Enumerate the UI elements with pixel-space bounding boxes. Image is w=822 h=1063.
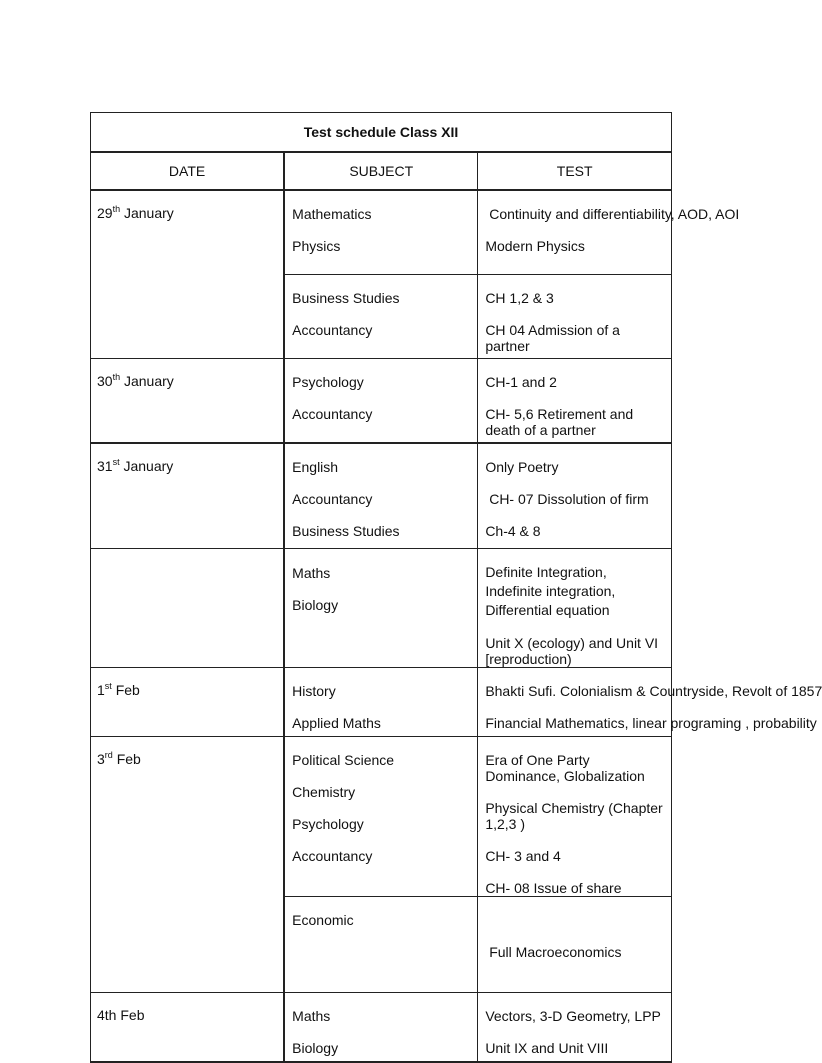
subject-cell <box>284 275 478 359</box>
test-item: Physical Chemistry (Chapter 1,2,3 ) <box>485 800 663 832</box>
test-item: CH- 08 Issue of share <box>485 880 622 896</box>
test-cell <box>478 275 672 359</box>
page-title: Test schedule Class XII <box>91 113 672 153</box>
table-row <box>91 549 672 668</box>
subject-cell <box>284 549 478 668</box>
subject-item: Economic <box>292 912 354 928</box>
test-item: Unit X (ecology) and Unit VI [reproduction) <box>485 635 659 667</box>
test-cell <box>478 359 672 444</box>
date-cell <box>91 359 285 444</box>
table-row <box>91 993 672 1063</box>
date-cell <box>91 993 285 1063</box>
date-day: 31 <box>97 458 113 474</box>
subject-item: Applied Maths <box>292 715 381 731</box>
date-suffix: st <box>112 457 120 467</box>
subject-item: History <box>292 683 336 699</box>
date-day: 3 <box>97 751 105 767</box>
subject-cell <box>284 359 478 444</box>
test-item: CH- 3 and 4 <box>485 848 561 864</box>
date-cell <box>91 668 285 737</box>
date-text: 4th Feb <box>97 1007 145 1023</box>
subject-item: Biology <box>292 1040 339 1056</box>
date-day: 29 <box>97 205 113 221</box>
test-item: Modern Physics <box>485 238 585 254</box>
header-date: DATE <box>91 152 285 190</box>
date-month: January <box>120 373 174 389</box>
test-item: Ch-4 & 8 <box>485 523 541 539</box>
test-cell <box>478 443 672 549</box>
subject-item: Chemistry <box>292 784 356 800</box>
date-month: January <box>119 458 174 474</box>
date-suffix: th <box>112 204 121 214</box>
test-item: CH 1,2 & 3 <box>485 290 554 306</box>
date-day: 1 <box>97 682 105 698</box>
test-item: CH- 07 Dissolution of firm <box>485 491 649 507</box>
date-cell <box>91 737 285 993</box>
subject-cell <box>284 443 478 549</box>
test-item: Full Macroeconomics <box>485 944 622 960</box>
test-cell <box>478 549 672 668</box>
date-suffix: rd <box>104 750 113 760</box>
test-item: CH-1 and 2 <box>485 374 557 390</box>
table-row <box>91 668 672 737</box>
date-month: Feb <box>112 751 141 767</box>
subject-item: Physics <box>292 238 341 254</box>
subject-item: Business Studies <box>292 523 400 539</box>
table-row <box>91 359 672 444</box>
date-cell <box>91 443 285 549</box>
subject-item: Business Studies <box>292 290 400 306</box>
schedule-sheet <box>90 112 822 1063</box>
header-test: TEST <box>478 152 672 190</box>
test-cell <box>478 993 672 1063</box>
subject-cell <box>284 993 478 1063</box>
subject-item: Psychology <box>292 816 364 832</box>
test-item: Only Poetry <box>485 459 559 475</box>
test-item: Definite Integration, Indefinite integration, Differential equation <box>485 564 616 618</box>
subject-item: English <box>292 459 339 475</box>
test-item: Vectors, 3-D Geometry, LPP <box>485 1008 661 1024</box>
table-row <box>91 737 672 897</box>
date-cell-empty <box>91 549 285 668</box>
subject-item: Mathematics <box>292 206 372 222</box>
subject-cell <box>284 190 478 275</box>
table-row <box>91 190 672 275</box>
test-item: CH- 5,6 Retirement and death of a partner <box>485 406 634 438</box>
subject-item: Biology <box>292 597 339 613</box>
table-row <box>91 443 672 549</box>
subject-item: Maths <box>292 565 331 581</box>
subject-item: Accountancy <box>292 406 373 422</box>
date-day: 30 <box>97 373 113 389</box>
date-suffix: st <box>104 681 112 691</box>
test-item: Unit IX and Unit VIII <box>485 1040 609 1056</box>
subject-item: Psychology <box>292 374 364 390</box>
test-item: Bhakti Sufi. Colonialism & Countryside, Revolt of 1857 <box>485 683 822 699</box>
test-cell <box>478 737 672 897</box>
header-subject: SUBJECT <box>284 152 478 190</box>
test-cell <box>478 668 822 737</box>
subject-item: Political Science <box>292 752 395 768</box>
schedule-table <box>90 112 822 1063</box>
date-suffix: th <box>112 372 121 382</box>
subject-cell <box>284 737 478 897</box>
header-row <box>91 152 672 190</box>
date-month: January <box>120 205 174 221</box>
date-cell <box>91 190 285 359</box>
test-item: Continuity and differentiability, AOD, AOI <box>485 206 740 222</box>
subject-cell <box>284 668 478 737</box>
subject-item: Accountancy <box>292 848 373 864</box>
test-cell <box>478 190 740 275</box>
test-item: CH 04 Admission of a partner <box>485 322 620 354</box>
subject-item: Accountancy <box>292 322 373 338</box>
date-month: Feb <box>111 682 140 698</box>
subject-item: Maths <box>292 1008 331 1024</box>
subject-cell <box>284 897 478 993</box>
test-item: Era of One Party Dominance, Globalization <box>485 752 645 784</box>
test-cell <box>478 897 672 993</box>
subject-item: Accountancy <box>292 491 373 507</box>
test-item: Financial Mathematics, linear programing , probability <box>485 715 817 731</box>
